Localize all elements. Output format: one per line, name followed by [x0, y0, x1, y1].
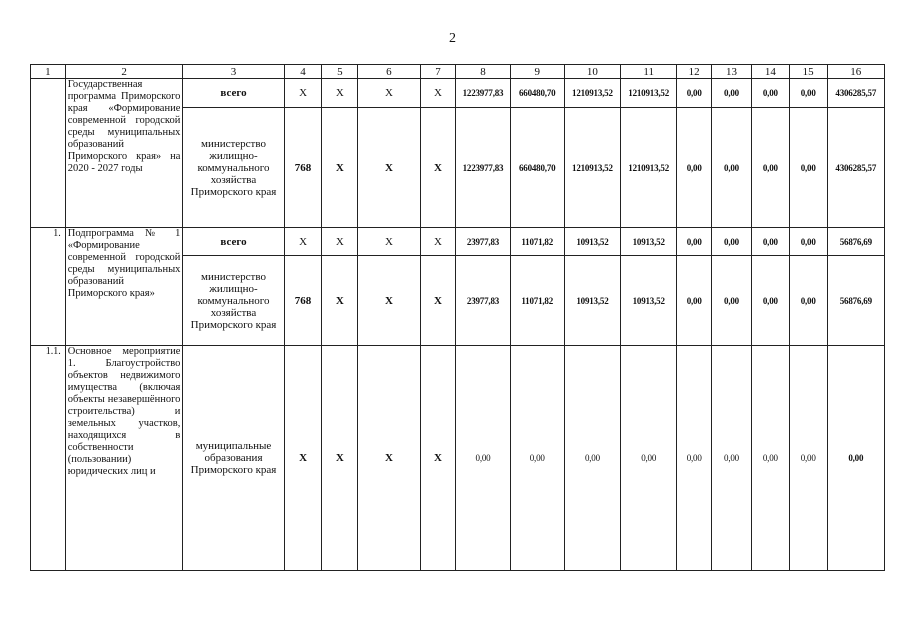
amount-cell: 0,00	[564, 346, 620, 571]
table-row	[31, 228, 885, 256]
page-number: 2	[449, 31, 456, 46]
amount-cell: 0,00	[789, 228, 827, 256]
amount-cell: 23977,83	[456, 256, 510, 346]
responsible-cell: всего	[183, 79, 284, 108]
amount-cell: 10913,52	[621, 228, 677, 256]
code-cell: X	[420, 346, 456, 571]
amount-cell: 0,00	[751, 256, 789, 346]
amount-cell: 1210913,52	[621, 79, 677, 108]
responsible-cell: всего	[183, 228, 284, 256]
header-cell: 3	[183, 65, 284, 79]
responsible-cell: муниципальные образования Приморского края	[183, 346, 284, 571]
header-cell: 4	[284, 65, 322, 79]
code-cell: X	[322, 346, 358, 571]
amount-cell: 4306285,57	[827, 108, 884, 228]
amount-cell: 1210913,52	[564, 79, 620, 108]
responsible-cell: министерство жилищно-коммунального хозяйства Приморского края	[183, 108, 284, 228]
amount-cell: 56876,69	[827, 228, 884, 256]
header-cell: 15	[789, 65, 827, 79]
header-cell: 13	[712, 65, 752, 79]
header-cell: 16	[827, 65, 884, 79]
row-number: 1.	[31, 228, 66, 346]
amount-cell: 0,00	[456, 346, 510, 571]
code-cell: X	[322, 256, 358, 346]
row-number: 1.1.	[31, 346, 66, 571]
header-cell: 6	[358, 65, 420, 79]
amount-cell: 0,00	[827, 346, 884, 571]
code-cell: X	[358, 79, 420, 108]
budget-table	[30, 64, 885, 571]
amount-cell: 1210913,52	[564, 108, 620, 228]
amount-cell: 0,00	[751, 228, 789, 256]
amount-cell: 56876,69	[827, 256, 884, 346]
amount-cell: 0,00	[712, 256, 752, 346]
amount-cell: 0,00	[677, 346, 712, 571]
amount-cell: 1210913,52	[621, 108, 677, 228]
amount-cell: 0,00	[751, 108, 789, 228]
header-cell: 11	[621, 65, 677, 79]
responsible-cell: министерство жилищно-коммунального хозяйства Приморского края	[183, 256, 284, 346]
row-number	[31, 79, 66, 228]
amount-cell: 0,00	[510, 346, 564, 571]
amount-cell: 660480,70	[510, 108, 564, 228]
amount-cell: 0,00	[677, 228, 712, 256]
program-name: Основное мероприятие 1. Благоустройство объектов недвижимого имущества (включая объекты незавершённого строительства) и земельных участков, находящихся в собственности (пользовании) юридических лиц и	[65, 346, 183, 571]
amount-cell: 660480,70	[510, 79, 564, 108]
table-row	[31, 79, 885, 108]
code-cell: X	[284, 346, 322, 571]
amount-cell: 0,00	[712, 79, 752, 108]
amount-cell: 0,00	[677, 256, 712, 346]
table-row	[31, 346, 885, 571]
amount-cell: 11071,82	[510, 228, 564, 256]
amount-cell: 0,00	[712, 108, 752, 228]
code-cell: X	[420, 108, 456, 228]
header-cell: 12	[677, 65, 712, 79]
header-cell: 2	[65, 65, 183, 79]
amount-cell: 1223977,83	[456, 108, 510, 228]
program-name: Государственная программа Приморского края «Формирование современной городской среды муниципальных образований Приморского края» на 2020 - 2027 годы	[65, 79, 183, 228]
header-cell: 1	[31, 65, 66, 79]
amount-cell: 4306285,57	[827, 79, 884, 108]
amount-cell: 0,00	[677, 108, 712, 228]
code-cell: X	[420, 256, 456, 346]
amount-cell: 0,00	[677, 79, 712, 108]
header-cell: 9	[510, 65, 564, 79]
code-cell: X	[358, 256, 420, 346]
code-cell: 768	[284, 256, 322, 346]
amount-cell: 10913,52	[621, 256, 677, 346]
code-cell: X	[322, 108, 358, 228]
amount-cell: 0,00	[751, 79, 789, 108]
code-cell: X	[322, 228, 358, 256]
header-cell: 8	[456, 65, 510, 79]
header-cell: 7	[420, 65, 456, 79]
header-cell: 5	[322, 65, 358, 79]
code-cell: X	[420, 79, 456, 108]
header-cell: 14	[751, 65, 789, 79]
program-name: Подпрограмма № 1 «Формирование современной городской среды муниципальных образований Приморского края»	[65, 228, 183, 346]
amount-cell: 0,00	[789, 79, 827, 108]
header-row	[31, 65, 885, 79]
amount-cell: 10913,52	[564, 228, 620, 256]
amount-cell: 0,00	[789, 346, 827, 571]
amount-cell: 0,00	[712, 228, 752, 256]
amount-cell: 0,00	[789, 108, 827, 228]
code-cell: 768	[284, 108, 322, 228]
amount-cell: 10913,52	[564, 256, 620, 346]
amount-cell: 23977,83	[456, 228, 510, 256]
amount-cell: 0,00	[621, 346, 677, 571]
amount-cell: 11071,82	[510, 256, 564, 346]
code-cell: X	[358, 108, 420, 228]
code-cell: X	[420, 228, 456, 256]
amount-cell: 0,00	[789, 256, 827, 346]
code-cell: X	[284, 228, 322, 256]
code-cell: X	[322, 79, 358, 108]
amount-cell: 1223977,83	[456, 79, 510, 108]
code-cell: X	[284, 79, 322, 108]
amount-cell: 0,00	[712, 346, 752, 571]
amount-cell: 0,00	[751, 346, 789, 571]
code-cell: X	[358, 346, 420, 571]
header-cell: 10	[564, 65, 620, 79]
code-cell: X	[358, 228, 420, 256]
